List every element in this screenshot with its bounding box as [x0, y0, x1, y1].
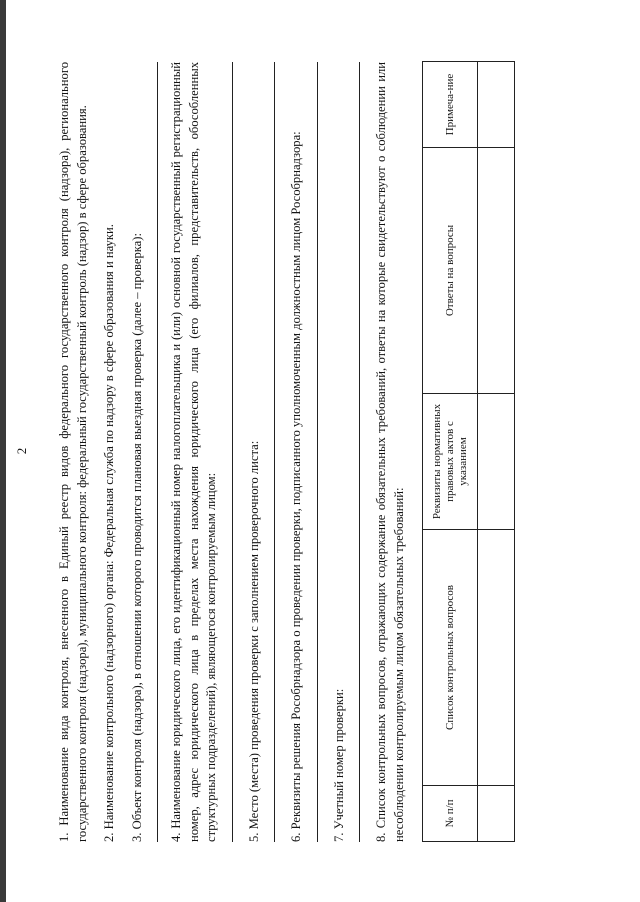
header-number: № п/п [423, 786, 478, 842]
page-number: 2 [14, 447, 29, 455]
fill-line-6 [306, 62, 318, 842]
header-answers: Ответы на вопросы [423, 148, 478, 394]
header-legal-acts: Реквизиты нормативных правовых актов с указанием [423, 394, 478, 530]
section-2: 2. Наименование контрольного (надзорного) органа: Федеральная служба по надзору в сфере образования и науки. [102, 224, 116, 842]
table-row [478, 62, 515, 842]
section-3: 3. Объект контроля (надзора), в отношении которого проводится плановая выездная проверка (далее – проверка): [129, 233, 144, 842]
fill-line-3 [146, 62, 158, 842]
fill-line-5 [263, 62, 275, 842]
section-1: 1. Наименование вида контроля, внесенного в Единый реестр видов федерального государственного контроля (надзора), регионального государственного контроля (надзора), муниципального контроля: федеральный государственный контроль (надзор) в сфере образования. [57, 62, 89, 842]
section-5: 5. Место (места) проведения проверки с заполнением проверочного листа: [246, 440, 261, 842]
table-header-row [423, 62, 478, 842]
checklist-table [422, 61, 515, 842]
section-4: 4. Наименование юридического лица, его идентификационный номер налогоплательщика и (или) основной государственный регистрационный номер, адрес юридического лица в пределах места нахождения юридического лица (его филиалов, представительств, обособленных структурных подразделений), являющегося контролируемым лицом: [169, 62, 218, 842]
section-7: 7. Учетный номер проверки: [331, 688, 346, 842]
fill-line-7 [348, 62, 360, 842]
section-6: 6. Реквизиты решения Рособрнадзора о проведении проверки, подписанного уполномоченным должностным лицом Рособрнадзора: [289, 131, 303, 842]
header-note: Примеча-ние [423, 62, 478, 148]
fill-line-4 [221, 62, 233, 842]
section-8: 8. Список контрольных вопросов, отражающих содержание обязательных требований, ответы на которые свидетельствуют о соблюдении или несоблюдении контролируемым лицом обязательных требований: [374, 62, 406, 842]
document-body [56, 62, 515, 842]
header-questions: Список контрольных вопросов [423, 530, 478, 786]
